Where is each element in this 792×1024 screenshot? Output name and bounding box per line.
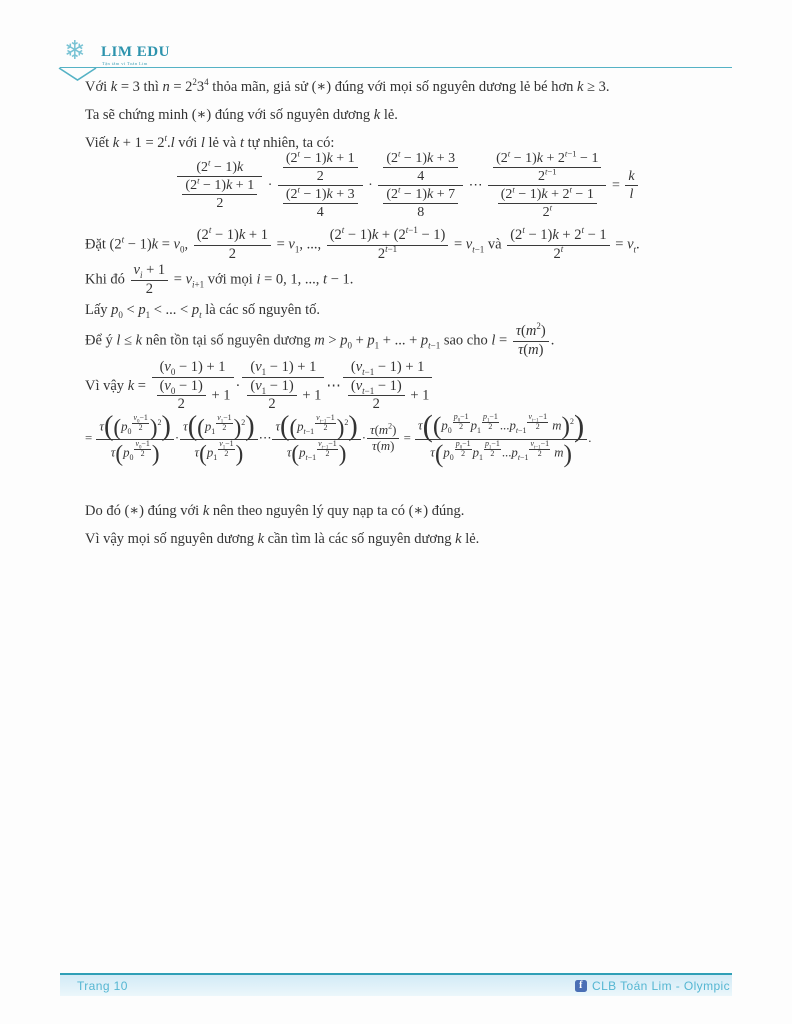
brand-tagline: Tận tâm vì Toán Lim xyxy=(102,61,148,66)
paragraph-primes: Lấy $p_0 < p_1$ < ... < $p_t$ là các số nguyên tố. xyxy=(85,302,320,320)
paragraph-conclusion-induction: Do đó (∗) đúng với k nên theo nguyên lý quy nạp ta có (∗) đúng. xyxy=(85,503,465,519)
limedu-logo-icon: ❄ xyxy=(64,36,86,66)
club-name-label: CLB Toán Lim - Olympic xyxy=(592,978,730,993)
display-formula-tau-product: = $\tau((p_0$ $^{\frac{v_0-1}{2}}$ )$^2$) $\tau(p_0$ $^{\frac{v_0-1}{2}}$ ) · $\tau((p_1$ $^{\frac{v_1-1}{2}}$ )$^2$) $\tau(p_1$ $^{\frac{v_1-1}{2}}$ ) ⋯ $\tau((p_{t-1}$ $^{\frac{v_{t-1}-1}{2}}$ )$^2$) $\tau(p_{t-1}$ $^{\frac{v_{t-1}-1}{2}}$ ) · $\frac{\tau(m^2)}{\tau(m)}$ = $\tau((p_0$ $^{\frac{p_0-1}{2}}$ $p_1$ $^{\frac{p_1-1}{2}}$ $...p_{t-1}$ $^{\frac{v_{t-1}-1}{2}}$ m)$^2$) $\tau(p_0$ $^{\frac{p_0-1}{2}}$ $p_1$ $^{\frac{p_1-1}{2}}$ $...p_{t-1}$ $^{\frac{v_{t-1}-1}{2}}$ m) . xyxy=(85,409,592,468)
display-formula-telescoping-product: $\frac{(2^t - 1)k}{\frac{(2^t - 1)k + 1}{2}}$ · $\frac{\frac{(2^t - 1)k + 1}{2}}{\frac{(2^t - 1)k + 3}{4}}$ · $\frac{\frac{(2^t - 1)k + 3}{4}}{\frac{(2^t - 1)k + 7}{8}}$ ⋯ $\frac{\frac{(2^t - 1)k + 2^{t-1} - 1}{2^{t-1}}}{\frac{(2^t - 1)k + 2^t - 1}{2^t}}$ = $\frac{k}{l}$ xyxy=(85,150,730,221)
paragraph-define-v-sequence: Đặt $(2^t - 1)k = v_0$, $\frac{(2^t - 1)k + 1}{2}$ = $v_1$, ..., $\frac{(2^t - 1)k + (2^{t-1} - 1)}{2^{t-1}}$ = $v_{t-1}$ và $\frac{(2^t - 1)k + 2^t - 1}{2^t}$ = $v_t$. xyxy=(85,225,640,262)
paragraph-induction-base: Với k = 3 thì $n = 2^23^4$ thỏa mãn, giả sử (∗) đúng với mọi số nguyên dương lẻ bé hơn k ≥ 3. xyxy=(85,77,610,95)
paragraph-claim: Ta sẽ chứng minh (∗) đúng với số nguyên dương k lẻ. xyxy=(85,107,398,123)
brand-name: LIM EDU xyxy=(101,44,170,60)
paragraph-tau-ratio: Để ý l ≤ k nên tồn tại số nguyên dương $m > p_0 + p_1$ + ... + $p_{t-1}$ sao cho l = $\frac{\tau(m^2)}{\tau(m)}$ . xyxy=(85,321,555,358)
page-number-label: Trang 10 xyxy=(77,978,128,993)
facebook-icon: f xyxy=(575,980,587,992)
club-credit xyxy=(575,979,730,993)
paragraph-final-answer: Vì vậy mọi số nguyên dương k cần tìm là các số nguyên dương k lẻ. xyxy=(85,531,480,547)
page-footer xyxy=(60,973,732,996)
paragraph-setup: Viết $k + 1 = 2^t.l$ với l lẻ và t tự nhiên, ta có: xyxy=(85,133,335,151)
paragraph-recurrence: Khi đó $\frac{v_i + 1}{2}$ = $v_{i+1}$ với mọi i = 0, 1, ..., t − 1. xyxy=(85,262,354,297)
display-formula-k-product: Vì vậy k = $(v_0 - 1) + 1$ $\frac{(v_0 - 1)}{2}$ + 1 · $(v_1 - 1) + 1$ $\frac{(v_1 - 1)}{2}$ + 1 ⋯ $(v_{t-1} - 1) + 1$ $\frac{(v_{t-1} - 1)}{2}$ + 1 xyxy=(85,359,730,414)
header-divider xyxy=(60,67,732,68)
